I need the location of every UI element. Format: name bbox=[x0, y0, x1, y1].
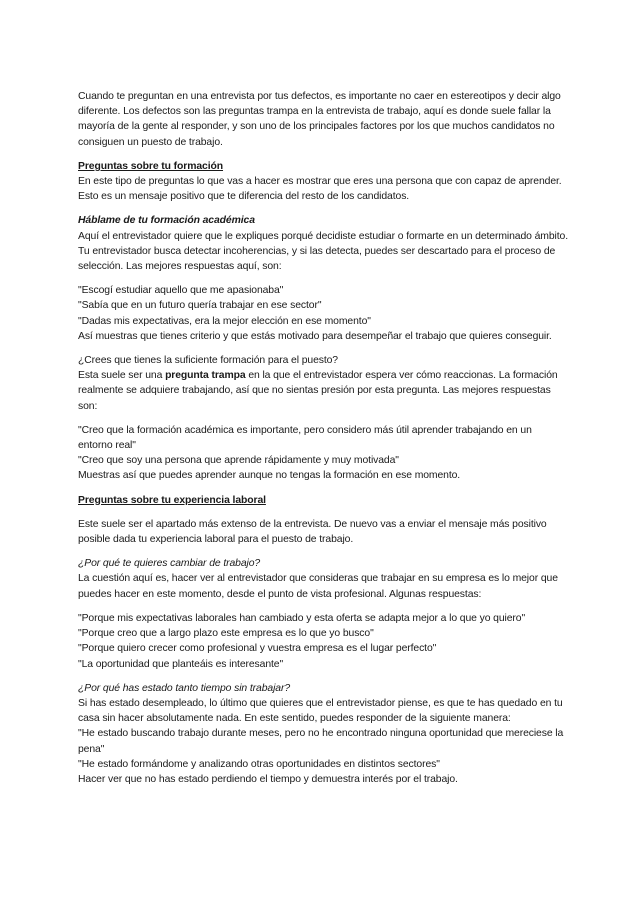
intro-paragraph: Cuando te preguntan en una entrevista por tus defectos, es importante no caer en estereotipos y decir algo diferente. Los defectos son las preguntas trampa en la entrevista de trabajo, aquí es donde suele fallar la mayoría de la gente al responder, y son uno de los principales factores por los que muchos candidatos no consiguen un puesto de trabajo. bbox=[78, 91, 561, 148]
question-text-suficiente-formacion bbox=[78, 368, 568, 414]
answer-closing: Muestras así que puedes aprender aunque no tengas la formación en ese momento. bbox=[78, 470, 461, 482]
bold-phrase: pregunta trampa bbox=[165, 370, 246, 382]
section-heading-formacion: Preguntas sobre tu formación bbox=[78, 160, 224, 172]
answer-item: "Porque creo que a largo plazo este empresa es lo que yo busco" bbox=[78, 628, 374, 640]
question-heading-suficiente-formacion: ¿Crees que tienes la suficiente formación para el puesto? bbox=[78, 355, 338, 367]
section-heading-experiencia: Preguntas sobre tu experiencia laboral bbox=[78, 494, 266, 506]
question-text-cambiar-trabajo: La cuestión aquí es, hacer ver al entrevistador que consideras que trabajar en su empresa es lo mejor que puedes hacer en este momento, desde el punto de vista profesional. Algunas respuestas: bbox=[78, 573, 558, 600]
question-heading-formacion-academica: Háblame de tu formación académica bbox=[78, 215, 255, 227]
section-text-experiencia: Este suele ser el apartado más extenso de la entrevista. De nuevo vas a enviar el mensaje más positivo posible dada tu experiencia laboral para el puesto de trabajo. bbox=[78, 518, 547, 546]
answer-item: "Sabía que en un futuro quería trabajar en ese sector" bbox=[78, 300, 322, 312]
answer-closing: Hacer ver que no has estado perdiendo el tiempo y demuestra interés por el trabajo. bbox=[78, 773, 458, 785]
question-text-sin-trabajar: Si has estado desempleado, lo último que quieres que el entrevistador piense, es que te has quedado en tu casa sin hacer absolutamente nada. En este sentido, puedes responder de la siguiente manera: bbox=[78, 697, 563, 725]
answer-item: "He estado buscando trabajo durante meses, pero no he encontrado ninguna oportunidad que mereciese la pena" bbox=[78, 728, 564, 755]
answer-item: "Dadas mis expectativas, era la mejor elección en ese momento" bbox=[78, 315, 371, 327]
question-heading-sin-trabajar: ¿Por qué has estado tanto tiempo sin trabajar? bbox=[78, 682, 291, 694]
question-heading-cambiar-trabajo: ¿Por qué te quieres cambiar de trabajo? bbox=[78, 558, 261, 570]
answer-item: "Escogí estudiar aquello que me apasionaba" bbox=[78, 285, 284, 297]
answer-item: "La oportunidad que planteáis es interesante" bbox=[78, 658, 284, 670]
answer-item: "Porque quiero crecer como profesional y vuestra empresa es el lugar perfecto" bbox=[78, 643, 437, 655]
answer-item: "Creo que la formación académica es importante, pero considero más útil aprender trabajando en un entorno real" bbox=[78, 424, 532, 452]
answer-closing: Así muestras que tienes criterio y que estás motivado para desempeñar el trabajo que quieres conseguir. bbox=[78, 330, 552, 342]
answer-item: "He estado formándome y analizando otras oportunidades en distintos sectores" bbox=[78, 758, 440, 770]
answer-item: "Porque mis expectativas laborales han cambiado y esta oferta se adapta mejor a lo que yo quiero" bbox=[78, 612, 526, 624]
text-after: en la que el entrevistador espera ver cómo reaccionas. La formación realmente se adquiere trabajando, así que no sientas presión por esta pregunta. Las mejores respuestas son: bbox=[78, 370, 558, 412]
document-page bbox=[78, 89, 568, 787]
section-text-formacion: En este tipo de preguntas lo que vas a hacer es mostrar que eres una persona que con capaz de aprender. Esto es un mensaje positivo que te diferencia del resto de los candidatos. bbox=[78, 176, 562, 203]
answer-item: "Creo que soy una persona que aprende rápidamente y muy motivada" bbox=[78, 455, 399, 467]
question-text-formacion-academica: Aquí el entrevistador quiere que le expliques porqué decidiste estudiar o formarte en un determinado ámbito. Tu entrevistador busca detectar incoherencias, y si las detecta, puedes ser descartado para el proceso de selección. Las mejores respuestas aquí, son: bbox=[78, 230, 568, 273]
text-before: Esta suele ser una bbox=[78, 370, 166, 382]
